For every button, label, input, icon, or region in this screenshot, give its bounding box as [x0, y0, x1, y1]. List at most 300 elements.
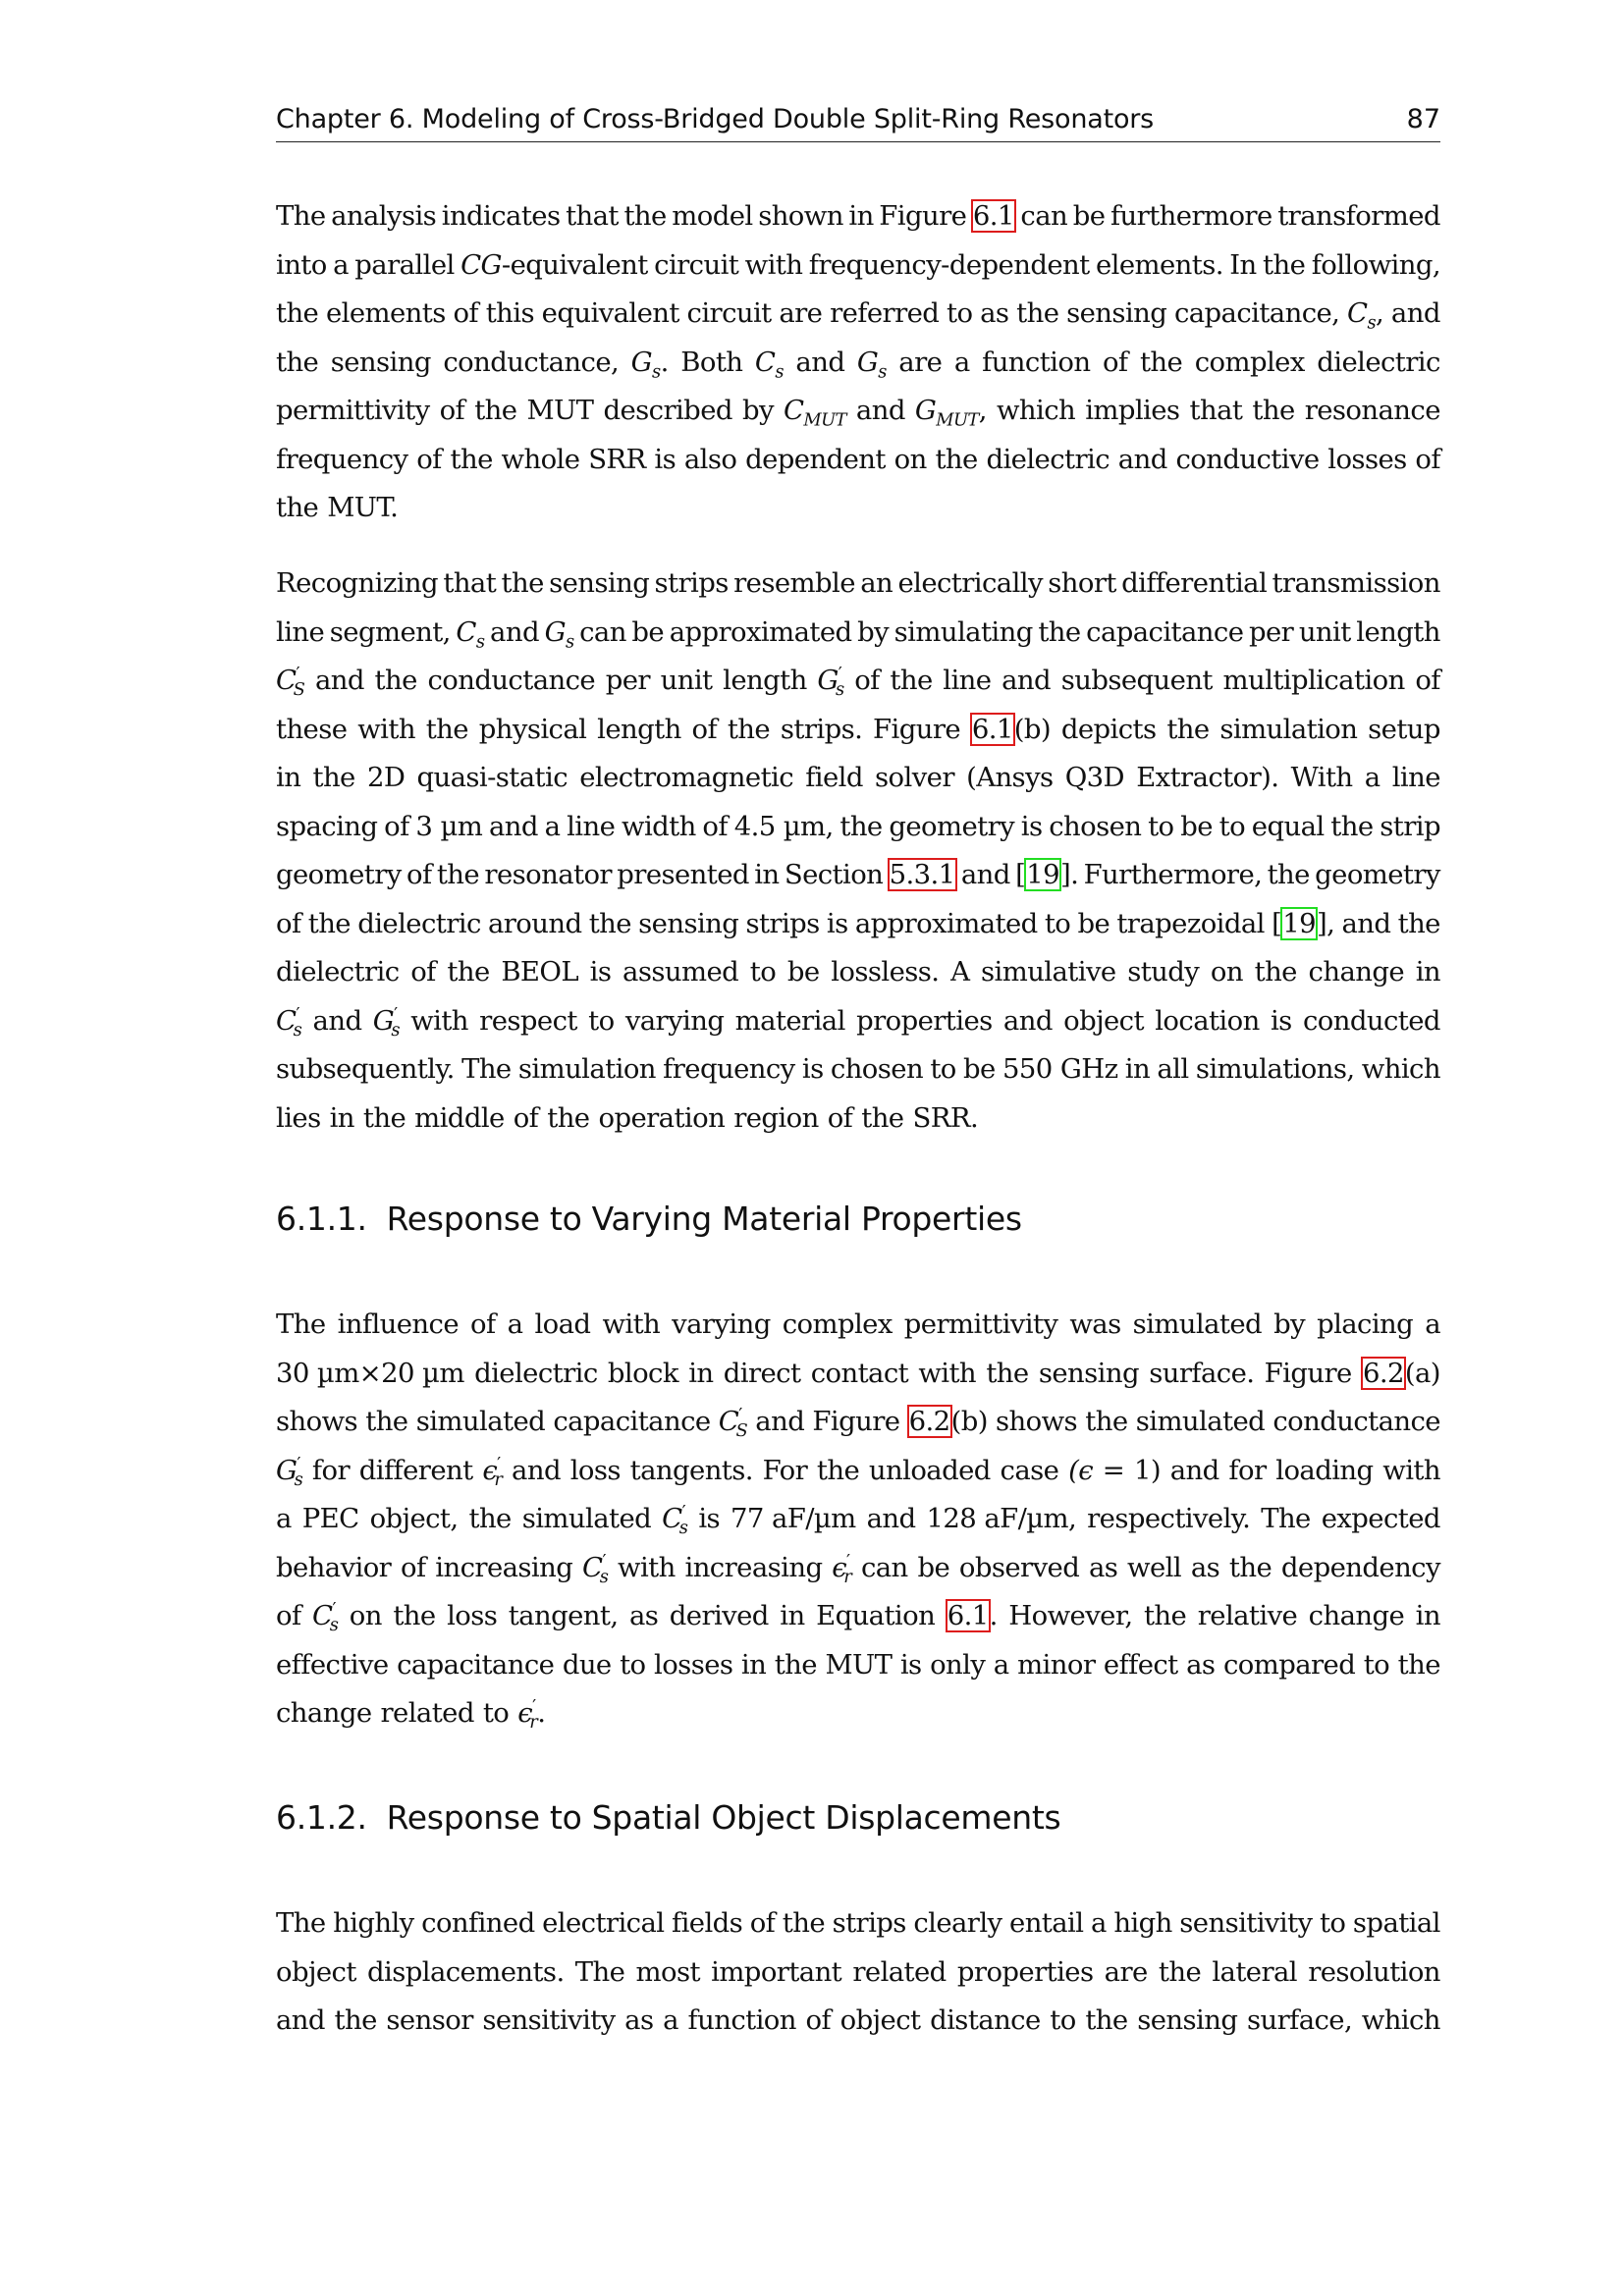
word-text: The [276, 200, 326, 232]
word-text: respectively. [1087, 1503, 1251, 1534]
citation-19-link[interactable]: [19]. [1015, 859, 1079, 890]
math-variable: G [817, 665, 839, 696]
word [1219, 803, 1245, 852]
link-label[interactable]: 6.2 [1362, 1357, 1404, 1389]
word [547, 1095, 589, 1144]
word-text: width [622, 810, 696, 842]
word [327, 484, 398, 533]
word [276, 339, 318, 388]
word-text: MUT [526, 395, 594, 426]
math-variable: G [630, 346, 653, 378]
word-text: of [470, 1308, 496, 1340]
word [623, 948, 738, 997]
word [1416, 1592, 1440, 1641]
word-text: and [1169, 1454, 1219, 1486]
word-text: and [1117, 443, 1167, 475]
word [1309, 1592, 1405, 1641]
word-text: and [314, 665, 364, 696]
word [276, 192, 326, 241]
word [549, 560, 649, 609]
word-text: case [1000, 1454, 1059, 1486]
word [728, 706, 770, 755]
word-text: change [276, 1697, 372, 1729]
word [1398, 1641, 1440, 1690]
word [758, 192, 843, 241]
prime-mark: ′ [846, 1550, 850, 1572]
word [1110, 192, 1272, 241]
word [875, 754, 954, 803]
word [276, 948, 400, 997]
word-text: clearly [913, 1907, 1002, 1939]
word [276, 803, 377, 852]
section-number: 6.1.1. [276, 1200, 367, 1238]
math-symbol [545, 609, 574, 658]
word-text: the [986, 1357, 1029, 1389]
word [1364, 1641, 1389, 1690]
word-text: setup [1368, 713, 1440, 745]
word-text: The [461, 1053, 512, 1085]
word-text: 4.5 µm, [733, 810, 834, 842]
text-line [276, 1689, 1440, 1738]
word [1180, 803, 1213, 852]
figure-6-1-link[interactable] [972, 192, 1015, 241]
word [1392, 754, 1440, 803]
word-text: and [1001, 665, 1052, 696]
word [654, 241, 738, 291]
link-label[interactable]: 6.2 [908, 1406, 950, 1437]
word [326, 290, 446, 339]
word [963, 1045, 996, 1095]
word-text: with [410, 1004, 468, 1037]
word [861, 1095, 903, 1144]
word [1317, 339, 1440, 388]
word-text: increasing [435, 1551, 573, 1583]
math-subscript: r [843, 1566, 852, 1587]
word-text: as [980, 297, 1009, 329]
math-subscript: r [529, 1712, 538, 1734]
equation-6-1-link[interactable]: 6.1. [947, 1600, 998, 1631]
word [545, 803, 561, 852]
word [276, 1592, 301, 1641]
word [333, 1899, 414, 1949]
word-text: the [1263, 248, 1306, 281]
word [1125, 1045, 1150, 1095]
word [1003, 997, 1053, 1046]
word-text: due [562, 1648, 612, 1681]
word [1021, 803, 1043, 852]
word [869, 1447, 991, 1496]
word-text: dielectric [276, 956, 400, 988]
link-label[interactable]: 19 [1282, 907, 1317, 939]
word [447, 1592, 497, 1641]
word [848, 192, 873, 241]
section-title: Response to Varying Material Properties [386, 1200, 1022, 1238]
text-line [276, 387, 1440, 436]
text-line [276, 1398, 1440, 1447]
text-line [276, 900, 1440, 949]
word-text: simulation [517, 1053, 656, 1085]
word [1252, 387, 1294, 436]
word [1105, 1949, 1148, 1998]
word [1045, 900, 1070, 949]
word-text: expected [1321, 1503, 1440, 1534]
word-text: BEOL [501, 956, 579, 988]
word-text: the [1143, 1600, 1187, 1631]
word [365, 1398, 407, 1447]
math-variable: C [662, 1503, 682, 1534]
word-text: is [1020, 810, 1043, 842]
figure-6-1-link[interactable]: 6.1(b) [971, 713, 1052, 745]
word [733, 560, 855, 609]
word [522, 1495, 651, 1544]
math-variable: G [544, 615, 566, 648]
word-text: Recognizing [276, 567, 439, 599]
word [750, 948, 776, 997]
figure-6-2-link[interactable]: 6.2(a) [1362, 1357, 1440, 1389]
word [860, 560, 893, 609]
word-text: load [534, 1308, 591, 1340]
citation-19-link[interactable]: [19], [1272, 907, 1335, 939]
word-text: SRR [588, 443, 646, 475]
word [386, 1997, 472, 2046]
word [401, 1544, 426, 1593]
word-text: strips [832, 1907, 906, 1939]
word [276, 1689, 372, 1738]
link-label[interactable]: 5.3.1 [889, 859, 955, 890]
word-text: related [852, 1955, 947, 1988]
word-text: the [436, 859, 480, 890]
word [812, 1398, 899, 1447]
word-text: Figure [873, 713, 961, 745]
word [1291, 754, 1353, 803]
math-symbol [582, 1544, 608, 1593]
word-text: placing [1317, 1308, 1414, 1340]
word [1362, 1997, 1440, 2046]
word [553, 1398, 710, 1447]
word [1195, 339, 1305, 388]
math-variable: ϵ [832, 1551, 847, 1583]
word-text: the [276, 346, 319, 378]
word-text: sensitivity [482, 2004, 616, 2036]
word-text: loading [1275, 1454, 1374, 1486]
word-text: and [855, 395, 905, 426]
math-variable: C [754, 346, 776, 378]
word-text: the [935, 443, 978, 475]
word-text: a [276, 1503, 292, 1534]
word-text: Figure [1264, 1357, 1352, 1389]
word-text: lossless. [831, 956, 940, 988]
word-text: field [805, 762, 863, 793]
word-text: effect [1103, 1648, 1178, 1681]
word-text: (Ansys [966, 762, 1054, 793]
word [1039, 1350, 1139, 1399]
word-text: the [782, 1907, 826, 1939]
word-text: relative [1197, 1600, 1298, 1631]
word [357, 706, 415, 755]
link-label[interactable]: 6.1 [947, 1600, 989, 1631]
math-symbol: $G_{MUT}$, [914, 395, 987, 431]
word [994, 1641, 1009, 1690]
word-text: the [312, 762, 355, 793]
word [654, 436, 676, 485]
word-text: which [996, 395, 1076, 426]
word-text: of [1415, 665, 1440, 696]
word-text: and [866, 1503, 916, 1534]
word-text: of [453, 297, 478, 329]
word [620, 1641, 645, 1690]
word [930, 1997, 1041, 2046]
figure-6-2-link[interactable]: 6.2(b) [908, 1406, 988, 1437]
word [1303, 997, 1440, 1046]
word [997, 387, 1075, 436]
word [370, 1495, 459, 1544]
word-text: of [276, 1600, 301, 1631]
word-text: highly [333, 1907, 414, 1939]
word-text: to [1363, 1648, 1390, 1681]
text-line [276, 1095, 1440, 1144]
word-text: The [276, 1907, 326, 1939]
word-text: of [854, 665, 880, 696]
word [1268, 851, 1310, 900]
text-line [276, 851, 1440, 900]
math-variable: ϵ [482, 1454, 498, 1486]
word [1196, 1045, 1355, 1095]
word-text: chosen [1049, 810, 1142, 842]
word [954, 339, 970, 388]
word [670, 609, 852, 658]
word-text: a [1090, 1907, 1107, 1939]
word-text: and [1002, 1004, 1053, 1037]
text-line [276, 1495, 1440, 1544]
word-text: a [333, 248, 349, 281]
word-text: fields [672, 1907, 743, 1939]
word [672, 1899, 742, 1949]
word [1211, 948, 1243, 997]
word [276, 387, 430, 436]
word-text: the [276, 492, 319, 523]
word-text: surface. [1149, 1357, 1255, 1389]
word [333, 241, 349, 291]
prime-mark: ′ [602, 1550, 606, 1572]
word [947, 290, 972, 339]
word-text: these [276, 713, 348, 745]
word-text: confined [421, 1907, 535, 1939]
word [857, 609, 889, 658]
word [1016, 290, 1058, 339]
word [1085, 387, 1179, 436]
word-text: conductance, [443, 346, 620, 378]
word-text: with [618, 1551, 676, 1583]
word-text: in [329, 1101, 354, 1134]
word-text: a [1364, 762, 1380, 793]
word-text: as [1186, 1648, 1216, 1681]
math-variable: C [718, 1406, 739, 1437]
word [779, 290, 822, 339]
word-text: are [779, 297, 823, 329]
word-text: behavior [276, 1551, 392, 1583]
word [917, 1544, 949, 1593]
word-text: and [276, 2004, 325, 2036]
word [996, 1398, 1077, 1447]
word [1104, 1641, 1178, 1690]
word-text: the [501, 567, 544, 599]
word-text: lateral [1212, 1955, 1297, 1988]
word-text: the [727, 713, 771, 745]
word-text: the [1166, 713, 1210, 745]
word-text: elements [325, 297, 446, 329]
word-text: strips. [780, 713, 863, 745]
word [684, 436, 736, 485]
word [1356, 609, 1440, 658]
word [986, 1350, 1028, 1399]
word-text: the [816, 1454, 860, 1486]
word-text: is [1270, 1004, 1292, 1037]
word [276, 1095, 321, 1144]
math-subscript: s [1367, 312, 1377, 334]
word [276, 1949, 356, 1998]
word [414, 1095, 505, 1144]
word-text: object [839, 2004, 921, 2036]
word [687, 290, 772, 339]
word [416, 1398, 545, 1447]
word [1330, 803, 1373, 852]
word [889, 803, 1014, 852]
word [833, 1899, 906, 1949]
word [312, 1447, 350, 1496]
word-text: was [1069, 1308, 1121, 1340]
word-text: high [1113, 1907, 1172, 1939]
word [501, 948, 578, 997]
word-text: multiplication [1222, 665, 1405, 696]
word [1144, 1592, 1186, 1641]
word-text: furthermore [1110, 200, 1272, 232]
word [930, 1641, 985, 1690]
word-text: a [953, 346, 970, 378]
word [1174, 290, 1339, 339]
word-text: the [623, 200, 667, 232]
word [1170, 1447, 1219, 1496]
word-text: is [899, 1648, 922, 1681]
word [1061, 657, 1213, 706]
word-text: be [1180, 810, 1213, 842]
link-label[interactable]: 19 [1026, 859, 1059, 890]
word [861, 1544, 908, 1593]
text-line [276, 997, 1440, 1046]
section-5-3-1-link[interactable] [889, 851, 956, 900]
word [1277, 192, 1440, 241]
word [1391, 290, 1440, 339]
word [1223, 657, 1405, 706]
math-symbol: $G_s$. [630, 346, 669, 382]
prime-mark: ′ [297, 1453, 300, 1474]
word-text: of [400, 1551, 426, 1583]
word [1085, 1398, 1127, 1447]
word [1068, 1447, 1093, 1496]
word-text: capacitance [553, 1406, 711, 1437]
word [276, 560, 438, 609]
text-line [276, 339, 1440, 388]
word-text: important [711, 1955, 842, 1988]
math-variable: C [312, 1600, 333, 1631]
word [410, 948, 436, 997]
word-text: and [312, 1004, 362, 1037]
word-text: contact [810, 1357, 909, 1389]
word-text: permittivity [276, 395, 430, 426]
word [1063, 997, 1144, 1046]
word [622, 803, 696, 852]
word-text: on [893, 443, 927, 475]
word-text: which [1361, 1053, 1440, 1085]
word-text: lies [276, 1101, 321, 1134]
page-number: 87 [1406, 104, 1440, 134]
word [655, 560, 729, 609]
word [1050, 1997, 1075, 2046]
word-text: spacing [276, 810, 378, 842]
word [1415, 657, 1440, 706]
link-label[interactable]: 6.1 [972, 200, 1014, 232]
word-text: the [1038, 615, 1081, 648]
word [733, 1095, 819, 1144]
word-text: of [1415, 443, 1440, 475]
word-text: to [620, 1648, 646, 1681]
word-text: the [425, 713, 468, 745]
word [745, 241, 803, 291]
word-text: in [780, 1600, 805, 1631]
word [276, 290, 318, 339]
word-text: Furthermore, [1083, 859, 1263, 890]
word-text: in [1415, 1600, 1440, 1631]
word-text: the [861, 1101, 904, 1134]
word-text: of [749, 1907, 776, 1939]
word-text: following, [1311, 248, 1440, 281]
word [1191, 1544, 1219, 1593]
word [688, 1997, 796, 2046]
word [1008, 1592, 1132, 1641]
word [894, 436, 927, 485]
word-text: in [848, 200, 874, 232]
word-text: described [603, 395, 732, 426]
word [966, 754, 1053, 803]
word [330, 609, 451, 658]
math-variable: C [456, 615, 476, 648]
word-text: frequency-dependent [808, 248, 1090, 281]
word [575, 1949, 625, 1998]
word-text: the [334, 2004, 377, 2036]
word [1415, 436, 1440, 485]
word-text: analysis [331, 200, 437, 232]
word-text: equivalent [541, 297, 679, 329]
link-label[interactable]: 6.1 [971, 713, 1013, 745]
word [570, 1447, 621, 1496]
word [331, 339, 431, 388]
word [724, 1350, 801, 1399]
math-symbol [817, 657, 843, 706]
word-text: change [1308, 956, 1405, 988]
word [276, 1495, 292, 1544]
word-text: electrically [897, 567, 1043, 599]
word-text: block [607, 1357, 678, 1389]
word [1228, 1447, 1266, 1496]
word [313, 997, 362, 1046]
word [986, 436, 1110, 485]
word [313, 754, 355, 803]
word [873, 706, 960, 755]
word [1020, 192, 1067, 241]
word-text: 128 aF/µm, [926, 1503, 1077, 1534]
word [961, 851, 1010, 900]
word [930, 1045, 955, 1095]
word-text: of [276, 907, 301, 939]
